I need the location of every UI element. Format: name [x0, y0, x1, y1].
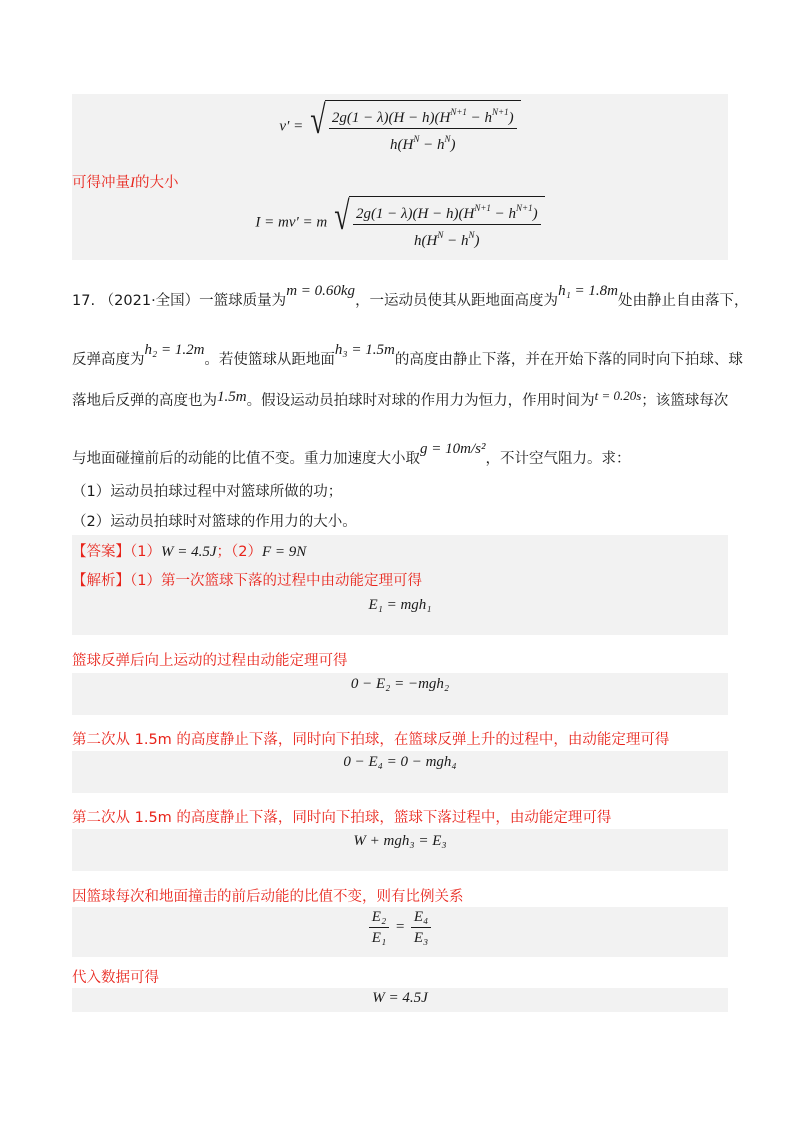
equation-3: 0 − E₄ = 0 − mgh₄	[343, 754, 457, 770]
den-a: h(H	[390, 137, 414, 153]
formula-v-prime	[72, 97, 728, 154]
equation-2: 0 − E₂ = −mgh₂	[350, 676, 450, 692]
den-b: − h	[419, 137, 445, 153]
h3-value: h₃ = 1.5m	[334, 342, 395, 358]
fraction-left	[369, 908, 389, 947]
problem-line-1	[72, 283, 748, 310]
step-6-text: 代入数据可得	[72, 970, 159, 986]
text: 。假设运动员拍球时对球的作用力为恒力，作用时间为	[246, 393, 595, 409]
num-c: )	[508, 110, 514, 126]
time-value: t = 0.20s	[594, 388, 642, 403]
num-a: 2g(1 − λ)(H − h)(H	[355, 206, 475, 222]
num-c: )	[532, 206, 538, 222]
gravity-value: g = 10m/s²	[420, 441, 486, 457]
equation-5	[72, 908, 728, 947]
den-b: − h	[443, 233, 469, 249]
impulse-label	[72, 171, 179, 192]
num-b: − h	[490, 206, 517, 222]
equals: =	[394, 918, 406, 935]
equation-6: W = 4.5J	[372, 990, 428, 1006]
formula-impulse	[72, 193, 728, 250]
mass-value: m = 0.60kg	[286, 283, 356, 299]
sup: N	[437, 230, 444, 240]
analysis-tag: 【解析】	[72, 573, 130, 589]
text: （1）	[130, 544, 161, 560]
sup: N+1	[450, 107, 467, 117]
sup: N	[444, 134, 451, 144]
answer-tag: 【答案】	[72, 544, 130, 560]
equation-1: E₁ = mgh₁	[368, 597, 432, 613]
text: 可得冲量	[72, 175, 130, 191]
text: 17. （2021·全国）一篮球质量为	[72, 293, 287, 309]
step-3-text: 第二次从 1.5m 的高度静止下落，同时向下拍球，在篮球反弹上升的过程中，由动能定理可得	[72, 732, 670, 748]
text: ，一运动员使其从距地面高度为	[355, 293, 559, 309]
step-4-text: 第二次从 1.5m 的高度静止下落，同时向下拍球，篮球下落过程中，由动能定理可得	[72, 810, 612, 826]
step-2-text: 篮球反弹后向上运动的过程由动能定理可得	[72, 653, 348, 669]
num: E₄	[411, 908, 431, 928]
problem-line-2	[72, 342, 743, 369]
answer-2: F = 9N	[262, 544, 307, 560]
sup: N	[413, 134, 420, 144]
den: E₁	[371, 930, 387, 946]
text: ；（2）	[216, 544, 262, 560]
sup: N+1	[516, 203, 533, 213]
sqrt: √ $\frac{2g(1 - \lambda)(H - h)(H^{N+1} - h^{N+1})}{h(H^N - h^N)}$	[307, 100, 521, 154]
formula-lhs: I = mv′ = m	[255, 214, 328, 231]
num-b: − h	[466, 110, 493, 126]
h1-value: h₁ = 1.8m	[558, 283, 618, 299]
problem-line-3	[72, 388, 728, 410]
den-a: h(H	[414, 233, 438, 249]
answer-line	[72, 540, 306, 561]
step-5-text: 因篮球每次和地面撞击的前后动能的比值不变，则有比例关系	[72, 889, 464, 905]
text: 的大小	[135, 175, 179, 191]
text: 落地后反弹的高度也为	[72, 393, 217, 409]
text: 与地面碰撞前后的动能的比值不变。重力加速度大小取	[72, 451, 420, 467]
text: 。若使篮球从距地面	[204, 352, 335, 368]
analysis-line	[72, 569, 422, 590]
height-value: 1.5m	[217, 389, 247, 405]
sup: N+1	[474, 203, 491, 213]
answer-1: W = 4.5J	[160, 544, 217, 560]
question-1: （1）运动员拍球过程中对篮球所做的功；	[72, 484, 343, 500]
den-c: )	[474, 233, 480, 249]
num-a: 2g(1 − λ)(H − h)(H	[331, 110, 451, 126]
den: E₃	[413, 930, 429, 946]
formula-lhs: v′ =	[279, 118, 304, 135]
var: I	[130, 175, 135, 191]
den-c: )	[450, 137, 456, 153]
text: ，不计空气阻力。求：	[485, 451, 631, 467]
sqrt: √ $\frac{2g(1 - \lambda)(H - h)(H^{N+1} - h^{N+1})}{h(H^N - h^N)}$	[331, 196, 545, 250]
text: 的高度由静止下落，并在开始下落的同时向下拍球、球	[394, 352, 743, 368]
h2-value: h₂ = 1.2m	[144, 342, 205, 358]
question-2: （2）运动员拍球时对篮球的作用力的大小。	[72, 514, 357, 530]
problem-line-4	[72, 441, 630, 468]
sup: N+1	[492, 107, 509, 117]
sup: N	[468, 230, 475, 240]
fraction-right	[411, 908, 431, 947]
text: 反弹高度为	[72, 352, 145, 368]
text: ；该篮球每次	[641, 393, 729, 409]
num: E₂	[369, 908, 389, 928]
text: 处由静止自由落下，	[617, 293, 749, 309]
equation-4: W + mgh₃ = E₃	[353, 833, 447, 849]
text: （1）第一次篮球下落的过程中由动能定理可得	[130, 573, 422, 589]
